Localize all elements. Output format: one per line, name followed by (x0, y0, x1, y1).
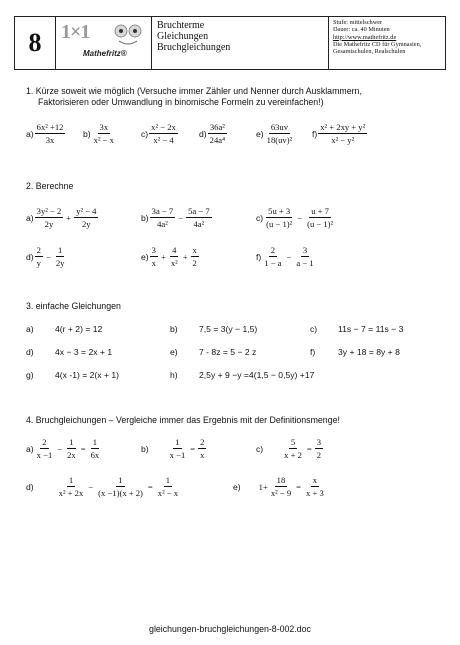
denominator: 2y (82, 219, 91, 229)
fraction (54, 245, 67, 268)
task3-eq-a: 4(r + 2) = 12 (55, 324, 103, 334)
numerator: 4 (172, 245, 177, 255)
fraction (262, 245, 283, 268)
fraction (269, 475, 293, 498)
numerator: x² − 2x (151, 122, 176, 132)
denominator: (u − 1)² (307, 219, 334, 229)
operator: − (88, 481, 94, 492)
item-label: f) (312, 128, 318, 139)
task1-item-d (199, 122, 228, 145)
fraction (92, 122, 116, 145)
task1-item-f (312, 122, 368, 145)
task1-item-a (26, 122, 66, 145)
fraction (149, 122, 178, 145)
task1-item-b (83, 122, 117, 145)
fraction (35, 206, 64, 229)
mathefritz-logo (55, 17, 152, 69)
task2-item-f (256, 245, 317, 268)
denominator: x −1 (36, 450, 53, 460)
task3-eq-f: 3y + 18 = 8y + 8 (338, 347, 400, 357)
numerator: 6x² +12 (36, 122, 64, 132)
numerator: 1 (68, 475, 74, 485)
denominator: 6x (90, 450, 100, 460)
task2-item-a (26, 206, 99, 229)
fraction (156, 475, 180, 498)
item-label: e) (233, 481, 241, 492)
denominator: y (36, 258, 41, 268)
numerator: x (192, 245, 197, 255)
numerator: 3 (302, 245, 308, 255)
item-label: e) (256, 128, 264, 139)
task3-label-e: e) (170, 347, 178, 357)
numerator: 1 (92, 437, 97, 447)
denominator: 2 (316, 450, 322, 460)
fraction (65, 437, 78, 460)
denominator: 2y (55, 258, 65, 268)
topic-2: Gleichungen (157, 31, 209, 42)
fraction (304, 475, 326, 498)
numerator: x² + 2xy + y² (320, 122, 366, 132)
fraction (186, 206, 212, 229)
task1-heading-line1: 1. Kürze soweit wie möglich (Versuche immer Zähler und Nenner durch Ausklammern, (26, 86, 362, 96)
item-label: d) (199, 128, 207, 139)
numerator: 3a − 7 (151, 206, 174, 216)
fraction (264, 206, 294, 229)
operator: − (45, 251, 51, 262)
item-label: d) (26, 481, 34, 492)
task4-heading: 4. Bruchgleichungen – Vergleiche immer das Ergebnis mit der Definitionsmenge! (26, 415, 340, 425)
task4-item-d (26, 475, 181, 498)
equals-sign: = (190, 443, 196, 454)
task3-eq-h: 2,5y + 9 −y =4(1,5 − 0,5y) +17 (199, 370, 315, 380)
numerator: 3x (99, 122, 109, 132)
task3-heading: 3. einfache Gleichungen (26, 301, 121, 311)
fraction (150, 206, 176, 229)
operator: + (66, 212, 72, 223)
info-duration: Dauer: ca. 40 Minuten (333, 26, 390, 34)
denominator: x + 2 (284, 450, 302, 460)
logo-number: 1×1 (61, 21, 90, 43)
denominator: x² − 4 (153, 135, 174, 145)
topic-1: Bruchterme (157, 20, 205, 31)
fraction (74, 206, 98, 229)
numerator: 1 (57, 245, 63, 255)
task4-item-e (233, 475, 327, 498)
denominator: 4a² (193, 219, 205, 229)
task3-label-d: d) (26, 347, 34, 357)
numerator: 1 (175, 437, 180, 447)
denominator: 18(uv)² (266, 135, 293, 145)
worksheet-number: 8 (15, 17, 56, 69)
numerator: 5u + 3 (268, 206, 291, 216)
operator: − (297, 212, 303, 223)
denominator: x² + 2x (58, 488, 84, 498)
prefix: 1+ (258, 481, 268, 492)
task3-eq-b: 7,5 = 3(y − 1,5) (199, 324, 258, 334)
task3-label-b: b) (170, 324, 178, 334)
info-level: Stufe: mittelschwer (333, 19, 383, 26)
topic-3: Bruchgleichungen (157, 42, 231, 53)
operator: − (178, 212, 184, 223)
denominator: x² − 9 (270, 488, 292, 498)
fraction (191, 245, 199, 268)
numerator: 2 (36, 245, 41, 255)
denominator: 3x (45, 135, 55, 145)
denominator: (u − 1)² (266, 219, 293, 229)
denominator: 4a² (157, 219, 168, 229)
fraction (282, 437, 304, 460)
task3-label-f: f) (310, 347, 316, 357)
operator: + (160, 251, 166, 262)
item-label: b) (141, 443, 149, 454)
denominator: x² − x (93, 135, 114, 145)
numerator: 1 (69, 437, 74, 447)
task2-heading: 2. Berechne (26, 181, 74, 191)
info-url: http://www.mathefritz.de (333, 33, 397, 41)
footer-filename: gleichungen-bruchgleichungen-8-002.doc (149, 624, 311, 634)
fraction (198, 437, 206, 460)
fraction (208, 122, 227, 145)
denominator: x² − y² (331, 135, 355, 145)
denominator: (x −1)(x + 2) (98, 488, 143, 498)
fraction (168, 437, 188, 460)
denominator: 2y (44, 219, 54, 229)
item-label: c) (256, 212, 264, 223)
equals-sign: = (147, 481, 153, 492)
task1-item-c (141, 122, 179, 145)
task3-eq-e: 7 - 8z = 5 − 2 z (199, 347, 257, 357)
topics-cell (151, 17, 329, 69)
numerator: y² − 4 (76, 206, 97, 216)
task2-item-c (256, 206, 336, 229)
numerator: 5a − 7 (188, 206, 210, 216)
task3-label-g: g) (26, 370, 34, 380)
task1-heading-line2: Faktorisieren oder Umwandlung in binomische Formeln zu vereinfachen!) (38, 97, 324, 107)
item-label: c) (256, 443, 264, 454)
fraction (35, 122, 66, 145)
task2-item-e (141, 245, 200, 268)
numerator: 2 (200, 437, 205, 447)
numerator: 3 (316, 437, 322, 447)
task4-item-a (26, 437, 102, 460)
numerator: 5 (290, 437, 296, 447)
fraction (150, 245, 158, 268)
item-label: f) (256, 251, 262, 262)
task3-label-a: a) (26, 324, 34, 334)
denominator: 24a⁴ (209, 135, 226, 145)
info-cell (329, 17, 446, 69)
denominator: 2x (67, 450, 76, 460)
task4-item-c (256, 437, 324, 460)
task1-item-e (256, 122, 295, 145)
task3-eq-c: 11s − 7 = 11s − 3 (338, 324, 404, 334)
item-label: a) (26, 443, 34, 454)
info-cd-line1: Die Mathefritz CD für Gymnasien, (333, 40, 422, 48)
fraction (35, 437, 55, 460)
fraction (305, 206, 335, 229)
denominator: x + 3 (306, 488, 324, 498)
item-label: c) (141, 128, 149, 139)
numerator: u + 7 (311, 206, 329, 216)
numerator: 1 (118, 475, 123, 485)
numerator: 1 (165, 475, 171, 485)
fraction (96, 475, 145, 498)
numerator: x (312, 475, 318, 485)
operator: − (286, 251, 292, 262)
denominator: 2 (192, 258, 197, 268)
item-label: a) (26, 212, 34, 223)
equals-sign: = (296, 481, 301, 492)
worksheet-header (14, 16, 446, 70)
mascot-icon (111, 23, 145, 49)
numerator: 18 (276, 475, 286, 485)
logo-text: Mathefritz® (83, 49, 127, 58)
denominator: x² − x (157, 488, 179, 498)
task3-label-h: h) (170, 370, 178, 380)
numerator: 2 (42, 437, 47, 447)
denominator: x² (170, 258, 178, 268)
numerator: 3y² − 2 (36, 206, 62, 216)
info-cd-line2: Gesamtschulen, Realschulen (333, 48, 406, 56)
item-label: b) (83, 128, 91, 139)
operator: − (57, 443, 63, 454)
operator: + (182, 251, 188, 262)
denominator: 1 − a (264, 258, 282, 268)
task2-item-b (141, 206, 213, 229)
fraction (57, 475, 86, 498)
task3-eq-d: 4x − 3 = 2x + 1 (55, 347, 113, 357)
item-label: e) (141, 251, 149, 262)
item-label: d) (26, 251, 34, 262)
numerator: 2 (270, 245, 276, 255)
equals-sign: = (306, 443, 312, 454)
denominator: x (151, 258, 156, 268)
fraction (89, 437, 102, 460)
fraction (35, 245, 43, 268)
task3-eq-g: 4(x -1) = 2(x + 1) (55, 370, 119, 380)
numerator: 3 (151, 245, 156, 255)
fraction (318, 122, 367, 145)
numerator: 63uv (270, 122, 288, 132)
item-label: a) (26, 128, 34, 139)
denominator: a − 1 (296, 258, 314, 268)
numerator: 36a² (209, 122, 225, 132)
denominator: x (200, 450, 205, 460)
fraction (265, 122, 295, 145)
task2-item-d (26, 245, 67, 268)
item-label: b) (141, 212, 149, 223)
task3-label-c: c) (310, 324, 318, 334)
denominator: x −1 (169, 450, 186, 460)
fraction (169, 245, 180, 268)
fraction (294, 245, 315, 268)
task4-item-b (141, 437, 207, 460)
fraction (315, 437, 323, 460)
equals-sign: = (80, 443, 86, 454)
